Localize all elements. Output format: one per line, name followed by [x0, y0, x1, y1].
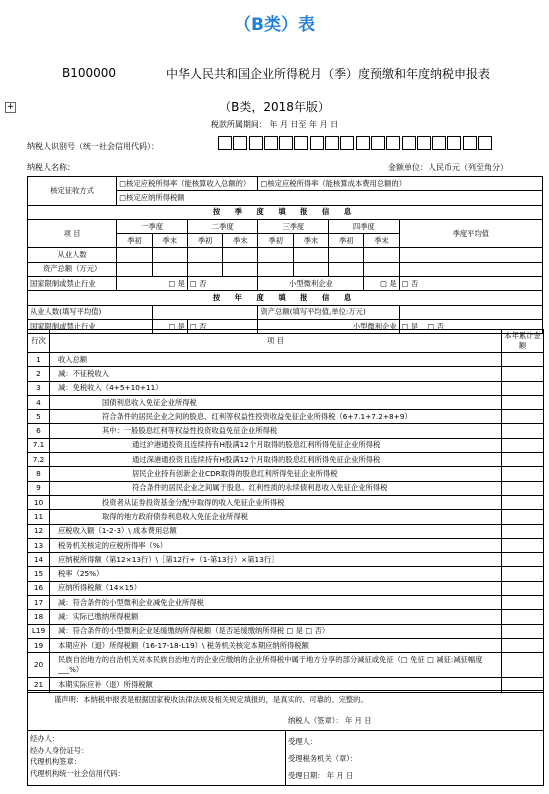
receiver-label: 受理人：	[288, 737, 318, 746]
line-no: 16	[28, 581, 50, 595]
input-cell[interactable]	[399, 305, 542, 319]
annual-employees-label: 从业人数(填写平均值)	[28, 305, 153, 319]
line-amount-input[interactable]	[502, 553, 544, 567]
tax-period: 税款所属期间： 年 月 日至 年 月 日	[210, 120, 339, 129]
taxid-digit-box[interactable]	[279, 136, 293, 150]
line-amount-input[interactable]	[502, 467, 544, 481]
taxid-digit-box[interactable]	[478, 136, 492, 150]
line-item-text: 应税收入额（1-2-3）\ 成本费用总额	[50, 524, 502, 538]
footer-left	[28, 731, 286, 786]
footer-right	[286, 731, 544, 786]
line-row	[28, 596, 544, 610]
annual-assets-label: 资产总额(填写平均值,单位:万元)	[258, 305, 399, 319]
line-no: 2	[28, 367, 50, 381]
line-no: 5	[28, 410, 50, 424]
line-item-text: 税务机关核定的应税所得率（%）	[50, 538, 502, 552]
line-row	[28, 395, 544, 409]
method-option-3[interactable]: □核定应纳所得税额	[117, 191, 543, 205]
annual-restricted-label: 国家限制或禁止行业	[28, 319, 153, 333]
handler-id-label: 经办人身份证号：	[30, 745, 89, 755]
input-cell[interactable]	[152, 305, 258, 319]
input-cell[interactable]	[293, 248, 328, 262]
handler-label: 经办人：	[30, 734, 60, 743]
line-no: 18	[28, 610, 50, 624]
line-row	[28, 524, 544, 538]
line-amount-input[interactable]	[502, 524, 544, 538]
taxid-digit-box[interactable]	[463, 136, 477, 150]
quarter-avg-header: 季度平均值	[399, 219, 542, 248]
input-cell[interactable]	[364, 248, 399, 262]
line-no: 17	[28, 596, 50, 610]
input-cell[interactable]	[223, 248, 258, 262]
line-amount-input[interactable]	[502, 596, 544, 610]
line-items-table	[27, 329, 544, 693]
line-item-text: 减：符合条件的小型微利企业延缓缴纳所得税额（是否延缓缴纳所得税 □ 是 □ 否）	[50, 624, 502, 638]
line-row	[28, 638, 544, 652]
line-no: 21	[28, 678, 50, 692]
line-no: 15	[28, 567, 50, 581]
q1-header: 一季度	[117, 219, 188, 233]
agency-seal-label: 代理机构签章：	[30, 757, 82, 766]
blue-title: （B类）表	[234, 15, 315, 35]
line-amount-input[interactable]	[502, 653, 544, 678]
line-item-text: 收入总额	[50, 353, 502, 367]
taxid-digit-box[interactable]	[294, 136, 308, 150]
line-no: 1	[28, 353, 50, 367]
line-row	[28, 481, 544, 495]
line-item-text: 国债利息收入免征企业所得税	[50, 395, 502, 409]
receiving-office-label: 受理税务机关（章）：	[288, 754, 358, 763]
taxpayer-name-label: 纳税人名称：	[27, 163, 75, 172]
line-item-text: 减：不征税收入	[50, 367, 502, 381]
line-item-text: 符合条件的居民企业之间的股息、红利等权益性投资收益免征企业所得税（6+7.1+7.2+8+9）	[50, 410, 502, 424]
annual-small-yes[interactable]: □ 是	[401, 321, 419, 331]
form-code: B100000	[62, 66, 117, 80]
input-cell[interactable]	[399, 248, 542, 262]
line-item-text: 通过深港通投资且连续持有H股满12个月取得的股息红利所得免征企业所得税	[50, 453, 502, 467]
taxid-digit-box[interactable]	[386, 136, 400, 150]
line-item-text: 减：免税收入（4+5+10+11）	[50, 381, 502, 395]
line-amount-input[interactable]	[502, 538, 544, 552]
annual-section-title: 按 年 度 填 报 信 息	[28, 291, 543, 305]
line-amount-input[interactable]	[502, 438, 544, 452]
info-table	[27, 176, 543, 334]
line-row	[28, 567, 544, 581]
q3-begin: 季初	[258, 234, 293, 248]
restricted-yes[interactable]: □ 是	[117, 277, 188, 291]
line-row	[28, 381, 544, 395]
line-row	[28, 581, 544, 595]
q4-begin: 季初	[329, 234, 364, 248]
annual-small-no[interactable]: □ 否	[427, 321, 444, 331]
line-no: 7.1	[28, 438, 50, 452]
unit-label: 金额单位：人民币元（列至角分）	[388, 163, 508, 172]
line-item-text: 居民企业持有创新企业CDR取得的股息红利所得免征企业所得税	[50, 467, 502, 481]
q3-header: 三季度	[258, 219, 329, 233]
line-row	[28, 438, 544, 452]
line-item-header: 项 目	[50, 330, 502, 353]
q2-begin: 季初	[187, 234, 222, 248]
line-no: 20	[28, 653, 50, 678]
input-cell[interactable]	[329, 262, 364, 276]
input-cell[interactable]	[258, 262, 293, 276]
method-option-1[interactable]: □核定应税所得率（能核算收入总额的）	[117, 177, 258, 191]
line-amount-input[interactable]	[502, 410, 544, 424]
q4-end: 季末	[364, 234, 399, 248]
q3-end: 季末	[293, 234, 328, 248]
declaration-sign: 纳税人（签章）： 年 月 日	[288, 716, 372, 725]
line-item-text: 减：符合条件的小型微利企业减免企业所得税	[50, 596, 502, 610]
line-no: 13	[28, 538, 50, 552]
line-item-text: 减：实际已缴纳所得税额	[50, 610, 502, 624]
q2-end: 季末	[223, 234, 258, 248]
line-item-text: 本期应补（退）所得税额（16-17-18-L19）\ 税务机关核定本期应纳所得税额	[50, 638, 502, 652]
input-cell[interactable]	[117, 248, 152, 262]
line-row	[28, 510, 544, 524]
line-amount-input[interactable]	[502, 567, 544, 581]
line-row	[28, 653, 544, 678]
line-row	[28, 367, 544, 381]
line-amount-input[interactable]	[502, 581, 544, 595]
line-amount-input[interactable]	[502, 624, 544, 638]
taxid-digit-box[interactable]	[233, 136, 247, 150]
taxid-digit-box[interactable]	[417, 136, 431, 150]
line-amount-header: 本年累计金额	[502, 330, 544, 353]
line-row	[28, 410, 544, 424]
taxid-digit-box[interactable]	[371, 136, 385, 150]
sub-title: （B类，2018年版）	[219, 100, 330, 114]
taxid-digit-box[interactable]	[249, 136, 263, 150]
line-row	[28, 453, 544, 467]
line-item-text: 取得的地方政府债券利息收入免征企业所得税	[50, 510, 502, 524]
line-no: 11	[28, 510, 50, 524]
line-no: 8	[28, 467, 50, 481]
agency-credit-code-label: 代理机构统一社会信用代码：	[30, 768, 125, 778]
line-item-text: 税率（25%）	[50, 567, 502, 581]
restricted-industry-label: 国家限制或禁止行业	[28, 277, 117, 291]
line-no: 7.2	[28, 453, 50, 467]
line-no: 10	[28, 495, 50, 509]
input-cell[interactable]	[187, 248, 222, 262]
line-amount-input[interactable]	[502, 495, 544, 509]
line-item-text: 应纳税所得额（第12×13行）\［第12行÷（1-第13行）×第13行］	[50, 553, 502, 567]
line-no: 14	[28, 553, 50, 567]
line-row	[28, 495, 544, 509]
line-amount-input[interactable]	[502, 424, 544, 438]
taxid-digit-box[interactable]	[218, 136, 232, 150]
line-no: 4	[28, 395, 50, 409]
line-no: 9	[28, 481, 50, 495]
taxid-digit-box[interactable]	[310, 136, 324, 150]
input-cell[interactable]	[364, 262, 399, 276]
quarter-item-header: 项 目	[28, 219, 117, 248]
line-amount-input[interactable]	[502, 481, 544, 495]
line-no: L19	[28, 624, 50, 638]
main-title: 中华人民共和国企业所得税月（季）度预缴和年度纳税申报表	[165, 67, 490, 81]
input-cell[interactable]	[293, 262, 328, 276]
line-amount-input[interactable]	[502, 353, 544, 367]
taxid-digit-box[interactable]	[447, 136, 461, 150]
line-item-text: 应纳所得税额（14×15）	[50, 581, 502, 595]
line-item-text: 投资者从证券投资基金分配中取得的收入免征企业所得税	[50, 495, 502, 509]
line-amount-input[interactable]	[502, 453, 544, 467]
input-cell[interactable]	[187, 262, 222, 276]
taxid-digit-box[interactable]	[325, 136, 339, 150]
line-item-text: 其中：一般股息红利等权益性投资收益免征企业所得税	[50, 424, 502, 438]
q4-header: 四季度	[329, 219, 400, 233]
line-row	[28, 553, 544, 567]
annual-small-label: 小型微利企业	[258, 319, 399, 333]
small-enterprise-label: 小型微利企业	[258, 277, 364, 291]
taxpayer-id-label: 纳税人识别号（统一社会信用代码）：	[27, 142, 159, 151]
input-cell[interactable]	[329, 248, 364, 262]
restricted-no[interactable]: □ 否	[187, 277, 258, 291]
line-amount-input[interactable]	[502, 610, 544, 624]
line-amount-input[interactable]	[502, 638, 544, 652]
taxpayer-id-boxes[interactable]	[218, 136, 492, 150]
line-row	[28, 353, 544, 367]
line-row	[28, 538, 544, 552]
method-label: 核定征收方式	[28, 177, 117, 206]
line-amount-input[interactable]	[502, 510, 544, 524]
annual-restricted-no[interactable]: □ 否	[187, 319, 258, 333]
taxid-digit-box[interactable]	[264, 136, 278, 150]
q1-end: 季末	[152, 234, 187, 248]
table-move-handle-icon[interactable]: +	[6, 102, 15, 112]
taxid-digit-box[interactable]	[432, 136, 446, 150]
annual-restricted-yes[interactable]: □ 是	[152, 319, 187, 333]
line-item-text: 符合条件的居民企业之间属于股息、红利性质的永续债利息收入免征企业所得税	[50, 481, 502, 495]
line-item-text: 本期实际应补（退）所得税额	[50, 678, 502, 692]
line-no: 3	[28, 381, 50, 395]
line-row	[28, 610, 544, 624]
line-amount-input[interactable]	[502, 395, 544, 409]
q2-header: 二季度	[187, 219, 258, 233]
taxid-digit-box[interactable]	[402, 136, 416, 150]
declaration-cell	[28, 691, 544, 731]
input-cell[interactable]	[399, 262, 542, 276]
line-no: 12	[28, 524, 50, 538]
quarter-section-title: 按 季 度 填 报 信 息	[28, 205, 543, 219]
method-option-2[interactable]: □核定应税所得率（能核算成本费用总额的）	[258, 177, 543, 191]
assets-row-label: 资产总额（万元）	[28, 262, 117, 276]
taxid-digit-box[interactable]	[356, 136, 370, 150]
line-no: 6	[28, 424, 50, 438]
line-item-text: 通过沪港通投资且连续持有H股满12个月取得的股息红利所得免征企业所得税	[50, 438, 502, 452]
declaration-text: 谨声明：本纳税申报表是根据国家税收法律法规及相关规定填报的，是真实的、可靠的、完整的。	[54, 695, 368, 704]
line-no: 19	[28, 638, 50, 652]
input-cell[interactable]	[223, 262, 258, 276]
receive-date-label: 受理日期： 年 月 日	[288, 771, 354, 780]
small-yes[interactable]: □ 是	[364, 277, 399, 291]
small-no[interactable]: □ 否	[399, 277, 542, 291]
line-row	[28, 424, 544, 438]
input-cell[interactable]	[152, 262, 187, 276]
input-cell[interactable]	[117, 262, 152, 276]
line-amount-input[interactable]	[502, 381, 544, 395]
line-row	[28, 624, 544, 638]
declaration-table	[27, 690, 544, 786]
taxid-digit-box[interactable]	[340, 136, 354, 150]
q1-begin: 季初	[117, 234, 152, 248]
line-no-header: 行次	[28, 330, 50, 353]
line-row	[28, 467, 544, 481]
input-cell[interactable]	[258, 248, 293, 262]
line-amount-input[interactable]	[502, 367, 544, 381]
input-cell[interactable]	[152, 248, 187, 262]
employees-row-label: 从业人数	[28, 248, 117, 262]
line-item-text: 民族自治地方的自治机关对本民族自治地方的企业应缴纳的企业所得税中属于地方分享的部分减征或免征（□ 免征 □ 减征:减征幅度___%）	[50, 653, 502, 678]
